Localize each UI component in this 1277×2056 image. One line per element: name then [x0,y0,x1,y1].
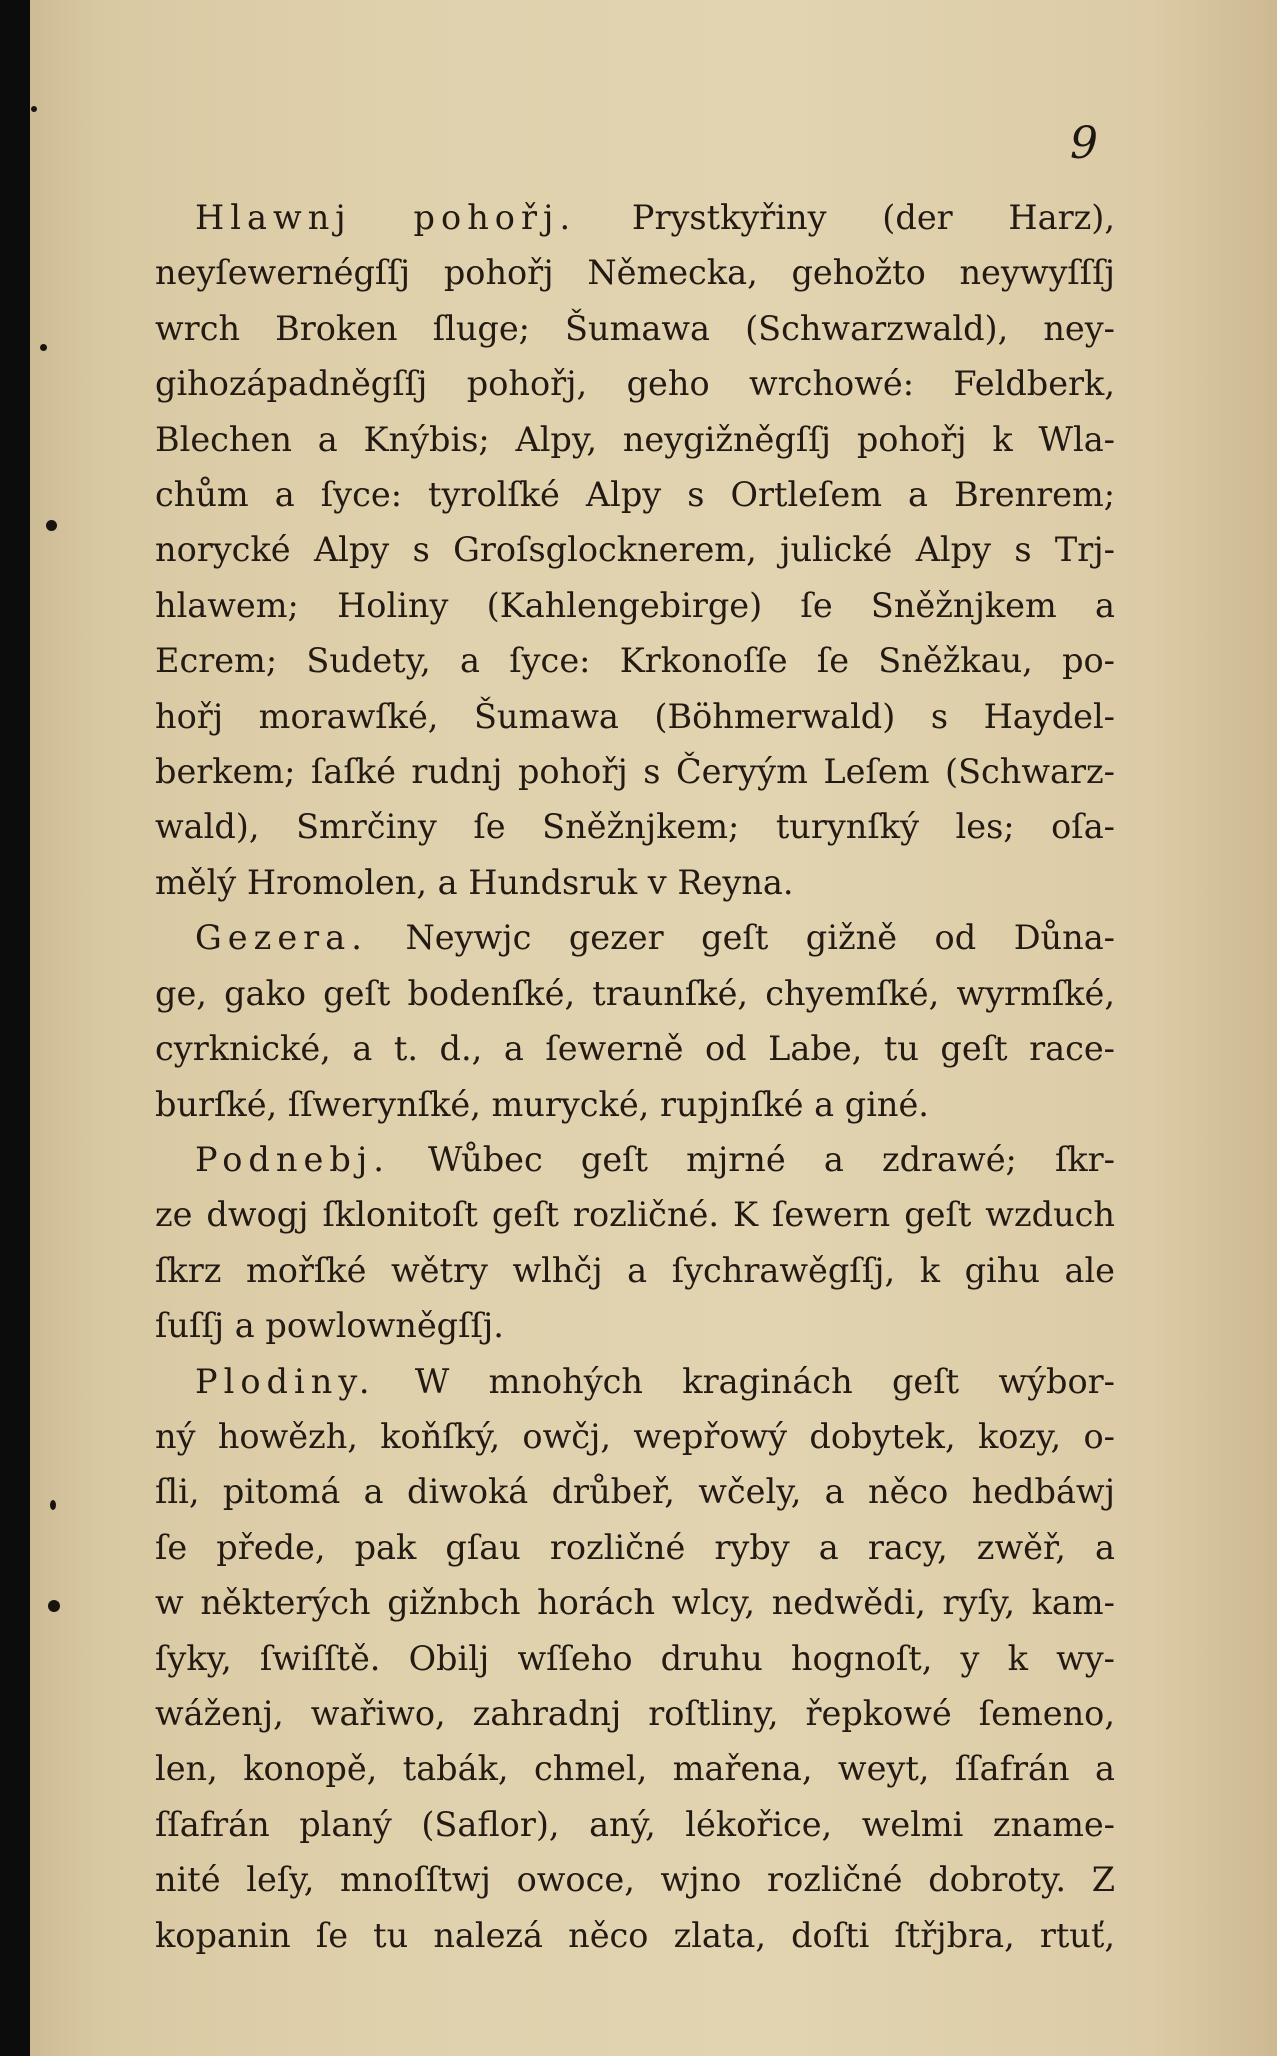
line-text: nité leſy, mnoſſtwj owoce, wjno rozličné dobroty. Z [155,1860,1115,1900]
line-text: ſyky, ſwiſſtě. Obilj wſſeho druhu hognoſt, y k wy- [155,1638,1115,1678]
text-line [155,1631,1115,1686]
text-line [155,245,1115,300]
line-text: cyrknické, a t. d., a ſewerně od Labe, tu geſt race- [155,1029,1115,1069]
margin-speck [50,1500,56,1510]
text-line [155,1409,1115,1464]
page-number: 9 [1070,118,1098,169]
body-text [155,190,1115,1963]
line-text: Neywjc gezer geſt gižně od Důna- [367,918,1115,958]
line-text: berkem; ſaſké rudnj pohořj s Čerуým Leſem (Schwarz- [155,752,1115,792]
margin-speck [31,106,37,112]
line-text: ze dwogj ſklonitoſt geſt rozličné. K ſewern geſt wzduch [155,1195,1115,1235]
text-line [155,1021,1115,1076]
text-line [155,1686,1115,1741]
text-line [155,1797,1115,1852]
line-text: norycké Alpy s Groſsglocknerem, julické Alpy s Trj- [155,530,1115,570]
text-line [155,356,1115,411]
text-line [155,1908,1115,1963]
text-line [155,1741,1115,1796]
line-text: w některých gižnbch horách wlcy, nedwědi, ryſy, kam- [155,1583,1115,1623]
text-line [155,744,1115,799]
line-text: Prystkyřiny (der Harz), [576,198,1115,237]
margin-speck [46,520,57,531]
text-line [155,412,1115,467]
line-text: Wůbec geſt mjrné a zdrawé; ſkr- [389,1139,1115,1179]
line-text: wrch Broken ſluge; Šumawa (Schwarzwald), ney- [155,308,1115,348]
section-heading: Plodiny. [195,1361,376,1401]
text-line [155,1575,1115,1630]
text-line [155,799,1115,854]
line-text: Blechen a Knýbis; Alpy, neygižněgſſj pohořj k Wla- [155,419,1115,459]
line-text: burſké, ſſwerynſké, murycké, rupjnſké a giné. [155,1084,929,1124]
text-line [155,1520,1115,1575]
text-line [155,910,1115,965]
line-text: len, konopě, tabák, chmel, mařena, weyt, ſſafrán a [155,1749,1115,1789]
text-line [155,190,1115,245]
section-heading: Hlawnj pohořj. [195,198,577,237]
text-line [155,522,1115,577]
line-text: neyſewernégſſj pohořj Německa, gehožto neywyſſſj [155,253,1115,293]
text-line [155,1464,1115,1519]
line-text: gihozápadněgſſj pohořj, geho wrchowé: Feldberk, [155,364,1115,404]
text-line [155,1077,1115,1132]
line-text: ſli, pitomá a diwoká drůbeř, wčely, a něco hedbáwj [155,1472,1115,1512]
line-text: ſkrz mořſké wětry wlhčj a ſychrawěgſſj, k gihu ale [155,1250,1115,1290]
text-line [155,689,1115,744]
line-text: ſuſſj a powlowněgſſj. [155,1306,504,1346]
text-line [155,1852,1115,1907]
line-text: ge, gako geſt bodenſké, traunſké, chyemſké, wyrmſké, [155,973,1115,1013]
text-line [155,633,1115,688]
line-text: W mnohých kraginách geſt wýbor- [375,1361,1115,1401]
text-line [155,301,1115,356]
line-text: hořj morawſké, Šumawa (Böhmerwald) s Haydel- [155,696,1115,736]
text-line [155,467,1115,522]
text-line [155,1354,1115,1409]
book-page [30,0,1277,2056]
line-text: kopanin ſe tu nalezá něco zlata, doſti ſtřjbra, rtuť, [155,1915,1115,1955]
line-text: wald), Smrčiny ſe Sněžnjkem; turynſký les; oſa- [155,807,1115,847]
margin-speck [40,344,47,351]
text-line [155,1298,1115,1353]
line-text: Ecrem; Sudety, a ſyce: Krkonoſſe ſe Sněžkau, po- [155,641,1115,681]
line-text: ný howězh, koňſký, owčj, wepřowý dobytek, kozy, o- [155,1416,1115,1456]
text-line [155,1243,1115,1298]
line-text: wáženj, wařiwo, zahradnj roſtliny, řepkowé ſemeno, [155,1693,1115,1733]
line-text: mělý Hromolen, a Hundsruk v Reyna. [155,862,794,902]
text-line [155,1187,1115,1242]
line-text: hlawem; Holiny (Kahlengebirge) ſe Sněžnjkem a [155,585,1115,625]
line-text: ſe přede, pak gſau rozličné ryby a racy, zwěř, a [155,1527,1115,1567]
section-heading: Gezera. [195,918,368,958]
line-text: ſſafrán planý (Saflor), aný, lékořice, welmi znamе- [155,1804,1115,1844]
text-line [155,1132,1115,1187]
section-heading: Podnebj. [195,1139,390,1179]
margin-speck [48,1600,60,1612]
text-line [155,855,1115,910]
text-line [155,578,1115,633]
line-text: chům a ſyce: tyrolſké Alpy s Ortleſem a Brenrem; [155,475,1115,515]
text-line [155,966,1115,1021]
